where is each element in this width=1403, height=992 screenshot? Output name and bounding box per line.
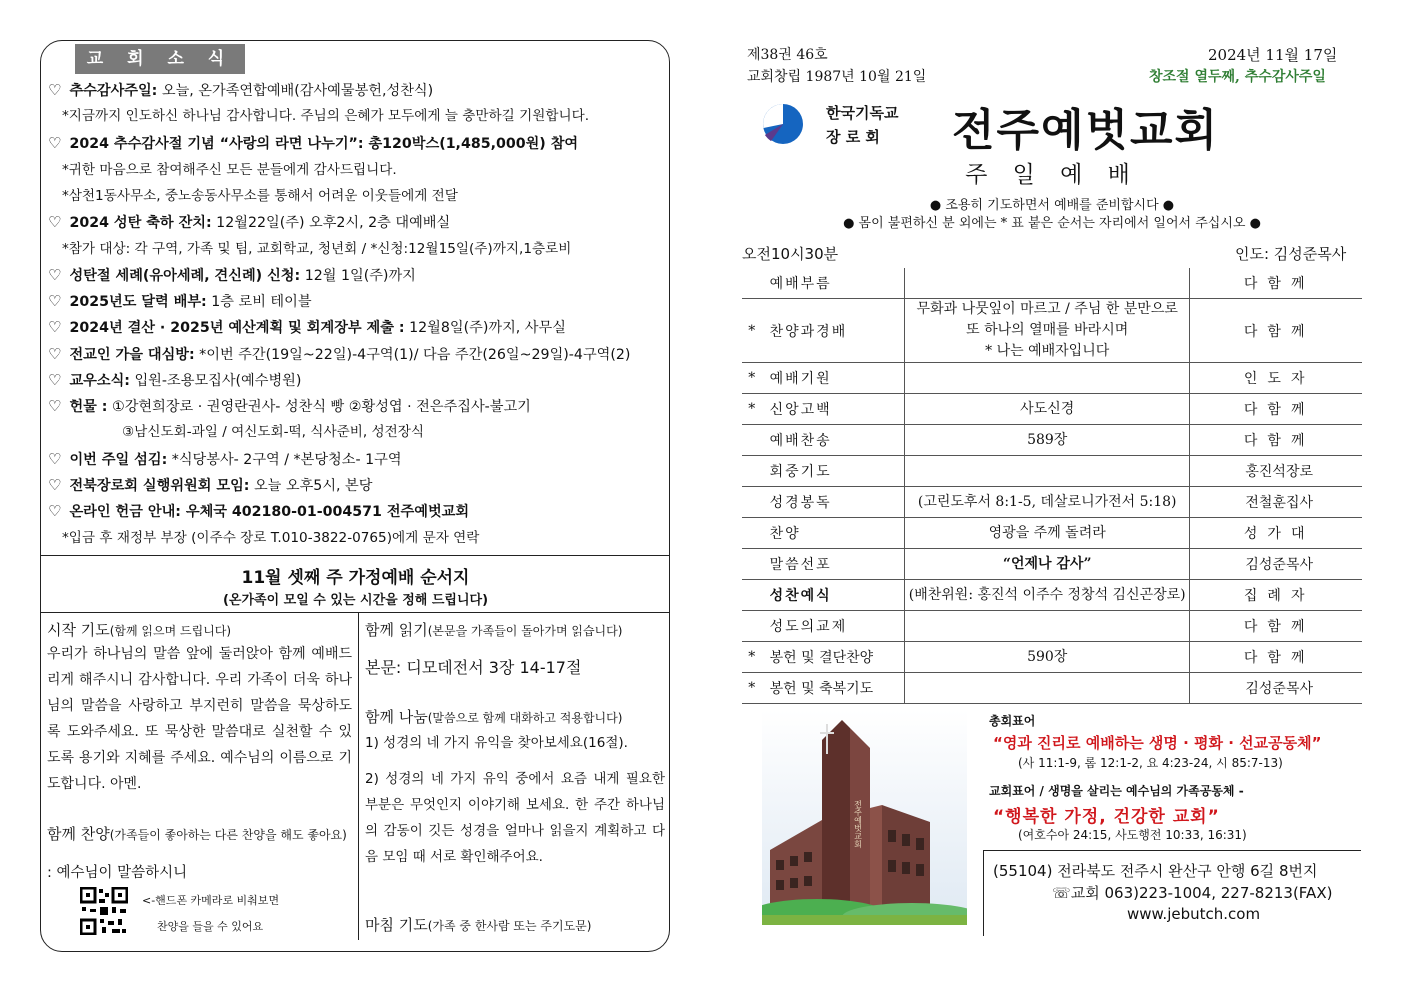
news-item <box>48 341 668 368</box>
news-item-detail: *입금 후 재정부 부장 (이주수 장로 T.010-3822-0765)에게 문자 연락 <box>62 530 480 546</box>
closing-prayer-title: 마침 기도 <box>365 916 428 934</box>
news-item-title: 2025년도 달력 배부: <box>69 294 207 310</box>
news-item-title: 2024 성탄 축하 잔치: <box>69 215 212 231</box>
news-item-title: 성탄절 세례(유아세례, 견신례) 신청: <box>69 268 301 284</box>
order-content: 589장 <box>905 425 1190 456</box>
church-building-photo <box>762 710 967 925</box>
news-item <box>48 262 668 289</box>
order-item: 봉헌 및 축복기도 <box>762 673 905 704</box>
order-leader: 다함께 <box>1190 299 1362 363</box>
sharing-heading <box>365 704 665 731</box>
order-content: “언제나 감사” <box>905 549 1190 580</box>
news-item <box>48 130 668 157</box>
order-leader: 성가대 <box>1190 518 1362 549</box>
church-motto-refs: (여호수아 24:15, 사도행전 10:33, 16:31) <box>1018 828 1247 842</box>
reading-note: (본문을 가족들이 돌아가며 읽습니다) <box>427 624 623 638</box>
order-content: 590장 <box>905 642 1190 673</box>
order-content <box>905 363 1190 394</box>
order-item: 성경봉독 <box>762 487 905 518</box>
heart-icon: ♡ <box>48 318 62 336</box>
order-item: 찬양과경배 <box>762 299 905 363</box>
heart-icon: ♡ <box>48 134 62 152</box>
order-leader: 다함께 <box>1190 642 1362 673</box>
denomination-line-1: 한국기독교 <box>826 104 899 122</box>
hymn-note: (가족들이 좋아하는 다른 찬양을 해도 좋아요) <box>109 828 347 842</box>
heart-icon: ♡ <box>48 502 62 520</box>
order-star-mark <box>742 487 762 518</box>
news-item-detail: ③남신도회-과일 / 여신도회-떡, 식사준비, 성전장식 <box>122 424 425 440</box>
order-content <box>905 611 1190 642</box>
news-item-title: 이번 주일 섬김: <box>69 452 168 468</box>
order-row <box>742 425 1362 456</box>
news-item-title: 추수감사주일: <box>69 83 158 99</box>
news-item-text: 입원-조용모집사(예수병원) <box>129 373 302 389</box>
church-news-header: 교 회 소 식 <box>75 44 245 74</box>
order-content-line: 또 하나의 열매를 바라시며 <box>966 322 1129 338</box>
news-item-text: *식당봉사- 2구역 / *본당청소- 1구역 <box>167 452 402 468</box>
news-item-text: 12월22일(주) 오후2시, 2층 대예배실 <box>211 215 451 231</box>
order-leader: 다함께 <box>1190 394 1362 425</box>
church-logo-icon <box>762 103 804 145</box>
order-star-mark: * <box>742 642 762 673</box>
news-item-title: 온라인 헌금 안내: 우체국 402180-01-004571 전주예벗교회 <box>69 504 470 520</box>
news-item-text: 12월8일(주)까지, 사무실 <box>404 320 566 336</box>
news-item-text: ①강현희장로 · 권영란권사- 성찬식 빵 ②황성엽 · 전은주집사-불고기 <box>107 399 531 415</box>
service-title: 주 일 예 배 <box>965 162 1139 188</box>
order-leader: 전철훈집사 <box>1190 487 1362 518</box>
scripture-reference: 본문: 디모데전서 3장 14-17절 <box>365 658 582 677</box>
order-row <box>742 487 1362 518</box>
order-content-line: 무화과 나뭇잎이 마르고 / 주님 한 분만으로 <box>916 301 1178 317</box>
heart-icon: ♡ <box>48 213 62 231</box>
order-leader: 다함께 <box>1190 268 1362 299</box>
hymn-title: 함께 찬양 <box>47 825 110 843</box>
order-content: 영광을 주께 돌려라 <box>905 518 1190 549</box>
church-phone: ☏교회 063)223-1004, 227-8213(FAX) <box>1052 884 1333 902</box>
heart-icon: ♡ <box>48 397 62 415</box>
church-website-link[interactable]: www.jebutch.com <box>1127 905 1261 923</box>
news-item <box>48 393 668 420</box>
order-star-mark <box>742 549 762 580</box>
order-leader: 홍진석장로 <box>1190 456 1362 487</box>
news-item <box>48 367 668 394</box>
order-leader: 김성준목사 <box>1190 549 1362 580</box>
order-content: 사도신경 <box>905 394 1190 425</box>
church-name: 전주예벗교회 <box>952 105 1220 156</box>
order-row <box>742 518 1362 549</box>
hymn-heading <box>47 821 367 848</box>
news-item-text: *이번 주간(19일~22일)-4구역(1)/ 다음 주간(26일~29일)-4구역(2) <box>194 347 631 363</box>
column-divider <box>358 612 359 940</box>
order-row <box>742 642 1362 673</box>
order-star-mark: * <box>742 394 762 425</box>
order-leader: 다함께 <box>1190 611 1362 642</box>
home-worship-title: 11월 셋째 주 가정예배 순서지 <box>241 568 470 588</box>
notice-2: ● 몸이 불편하신 분 외에는 * 표 붙은 순서는 자리에서 일어서 주십시오 ● <box>843 216 1261 231</box>
news-item <box>48 446 668 473</box>
order-star-mark: * <box>742 363 762 394</box>
order-leader: 김성준목사 <box>1190 673 1362 704</box>
news-item-text: 1층 로비 테이블 <box>206 294 312 310</box>
sharing-question-2: 2) 성경의 네 가지 유익 중에서 요즘 내게 필요한 부분은 무엇인지 이야기해 보세요. 한 주간 하나님의 감동이 깃든 성경을 얼마나 읽을지 계획하고 다음 모임 때 서로 확인해주어요. <box>365 771 665 865</box>
church-address: (55104) 전라북도 전주시 완산구 안행 6길 8번지 <box>993 862 1318 880</box>
opening-prayer-note: (함께 읽으며 드립니다) <box>109 624 232 638</box>
service-time: 오전10시30분 <box>742 245 839 263</box>
founding-date: 교회창립 1987년 10월 21일 <box>747 69 927 85</box>
order-star-mark: * <box>742 673 762 704</box>
news-item <box>48 472 668 499</box>
order-item: 성찬예식 <box>762 580 905 611</box>
reading-heading <box>365 617 665 644</box>
news-item-title: 헌물 : <box>69 399 108 415</box>
order-of-worship-table <box>742 268 1362 704</box>
order-item: 예배기원 <box>762 363 905 394</box>
opening-prayer-heading <box>47 617 352 644</box>
order-star-mark: * <box>742 299 762 363</box>
qr-code-icon[interactable] <box>80 887 128 935</box>
church-motto-label: 교회표어 / 생명을 살리는 예수님의 가족공동체 - <box>989 784 1244 798</box>
order-star-mark <box>742 268 762 299</box>
order-row <box>742 673 1362 704</box>
order-row <box>742 299 1362 363</box>
order-item: 말씀선포 <box>762 549 905 580</box>
order-leader: 인도자 <box>1190 363 1362 394</box>
news-item-title: 2024년 결산 · 2025년 예산계획 및 회계장부 제출 : <box>69 320 405 336</box>
assembly-motto-label: 총회표어 <box>989 714 1036 728</box>
order-item: 봉헌 및 결단찬양 <box>762 642 905 673</box>
bulletin-date: 2024년 11월 17일 <box>1208 46 1338 64</box>
opening-prayer-text: 우리가 하나님의 말씀 앞에 둘러앉아 함께 예배드리게 해주시니 감사합니다. 우리 가족이 더욱 하나님의 말씀을 사랑하고 부지런히 말씀을 묵상하도록 도와주세요. 또 묵상한 말씀대로 실천할 수 있도록 용기와 지혜를 주세요. 예수님의 이름으로 기도합니다. 아멘. <box>47 646 352 792</box>
news-item <box>62 183 682 209</box>
heart-icon: ♡ <box>48 345 62 363</box>
order-star-mark <box>742 518 762 549</box>
order-row <box>742 580 1362 611</box>
reading-title: 함께 읽기 <box>365 621 428 639</box>
order-row <box>742 363 1362 394</box>
news-item-detail: *지금까지 인도하신 하나님 감사합니다. 주님의 은혜가 모두에게 늘 충만하길 기원합니다. <box>62 108 590 124</box>
order-content-line: * 나는 예배자입니다 <box>985 343 1110 359</box>
news-item <box>62 103 682 129</box>
closing-prayer-heading <box>365 912 665 939</box>
order-row <box>742 549 1362 580</box>
news-item-detail: *참가 대상: 각 구역, 가족 및 팀, 교회학교, 청년회 / *신청:12월15일(주)까지,1층로비 <box>62 241 572 257</box>
order-item: 성도의교제 <box>762 611 905 642</box>
volume-number: 제38권 46호 <box>747 47 828 63</box>
news-item-title: 2024 추수감사절 기념 “사랑의 라면 나누기”: 총120박스(1,485,000원) 참여 <box>69 136 579 152</box>
heart-icon: ♡ <box>48 266 62 284</box>
order-leader: 다함께 <box>1190 425 1362 456</box>
news-item-title: 전교인 가을 대심방: <box>69 347 195 363</box>
order-content <box>905 268 1190 299</box>
news-item <box>48 498 668 525</box>
divider <box>41 612 670 613</box>
news-item <box>48 288 668 315</box>
news-item-text: 12월 1일(주)까지 <box>300 268 416 284</box>
order-row <box>742 611 1362 642</box>
church-motto: “행복한 가정, 건강한 교회” <box>993 807 1220 827</box>
qr-note-1: <-핸드폰 카메라로 비춰보면 <box>142 894 280 907</box>
news-item-title: 전북장로회 실행위원회 모임: <box>69 478 250 494</box>
order-row <box>742 268 1362 299</box>
order-row <box>742 456 1362 487</box>
sharing-title: 함께 나눔 <box>365 708 428 726</box>
order-star-mark <box>742 611 762 642</box>
news-item-title: 교우소식: <box>69 373 130 389</box>
news-item <box>48 77 668 104</box>
order-content: (고린도후서 8:1-5, 데살로니가전서 5:18) <box>905 487 1190 518</box>
qr-note-2: 찬양을 들을 수 있어요 <box>157 920 264 933</box>
closing-prayer-note: (가족 중 한사람 또는 주기도문) <box>427 919 592 933</box>
order-item: 예배부름 <box>762 268 905 299</box>
liturgical-season: 창조절 열두째, 추수감사주일 <box>1149 69 1326 85</box>
assembly-motto: “영과 진리로 예배하는 생명 · 평화 · 선교공동체” <box>993 734 1322 752</box>
news-item <box>122 419 742 445</box>
order-item: 회중기도 <box>762 456 905 487</box>
heart-icon: ♡ <box>48 81 62 99</box>
assembly-motto-refs: (사 11:1-9, 롬 12:1-2, 요 4:23-24, 시 85:7-13) <box>1018 756 1283 770</box>
order-content: (배찬위원: 홍진석 이주수 정창석 김신곤장로) <box>905 580 1190 611</box>
notice-1: ● 조용히 기도하면서 예배를 준비합시다 ● <box>929 198 1175 213</box>
sharing-note: (말씀으로 함께 대화하고 적용합니다) <box>427 711 623 725</box>
service-presider: 인도: 김성준목사 <box>1235 245 1347 263</box>
news-item <box>48 314 668 341</box>
divider <box>41 555 670 556</box>
order-content <box>905 299 1190 363</box>
photo-sign-text: 전주예벗교회 <box>853 800 863 848</box>
sharing-question-1: 1) 성경의 네 가지 유익을 찾아보세요(16절). <box>365 735 628 751</box>
denomination-line-2: 장 로 회 <box>826 128 880 146</box>
order-content <box>905 456 1190 487</box>
heart-icon: ♡ <box>48 476 62 494</box>
order-star-mark <box>742 580 762 611</box>
news-item <box>48 209 668 236</box>
order-star-mark <box>742 456 762 487</box>
order-item: 신앙고백 <box>762 394 905 425</box>
hymn-name: : 예수님이 말씀하시니 <box>47 865 188 881</box>
opening-prayer-title: 시작 기도 <box>47 621 110 639</box>
order-row <box>742 394 1362 425</box>
order-leader: 집례자 <box>1190 580 1362 611</box>
news-item <box>62 236 682 262</box>
home-worship-subtitle: (온가족이 모일 수 있는 시간을 정해 드립니다) <box>222 593 489 608</box>
heart-icon: ♡ <box>48 450 62 468</box>
heart-icon: ♡ <box>48 292 62 310</box>
order-star-mark <box>742 425 762 456</box>
order-item: 찬양 <box>762 518 905 549</box>
news-item <box>62 157 682 183</box>
heart-icon: ♡ <box>48 371 62 389</box>
news-item <box>62 525 682 551</box>
order-content <box>905 673 1190 704</box>
news-item-text: 오늘, 온가족연합예배(감사예물봉헌,성찬식) <box>157 83 434 99</box>
news-item-detail: *삼천1동사무소, 중노송동사무소를 통해서 어려운 이웃들에게 전달 <box>62 188 458 204</box>
news-item-detail: *귀한 마음으로 참여해주신 모든 분들에게 감사드립니다. <box>62 162 397 178</box>
news-item-text: 오늘 오후5시, 본당 <box>249 478 373 494</box>
order-item: 예배찬송 <box>762 425 905 456</box>
